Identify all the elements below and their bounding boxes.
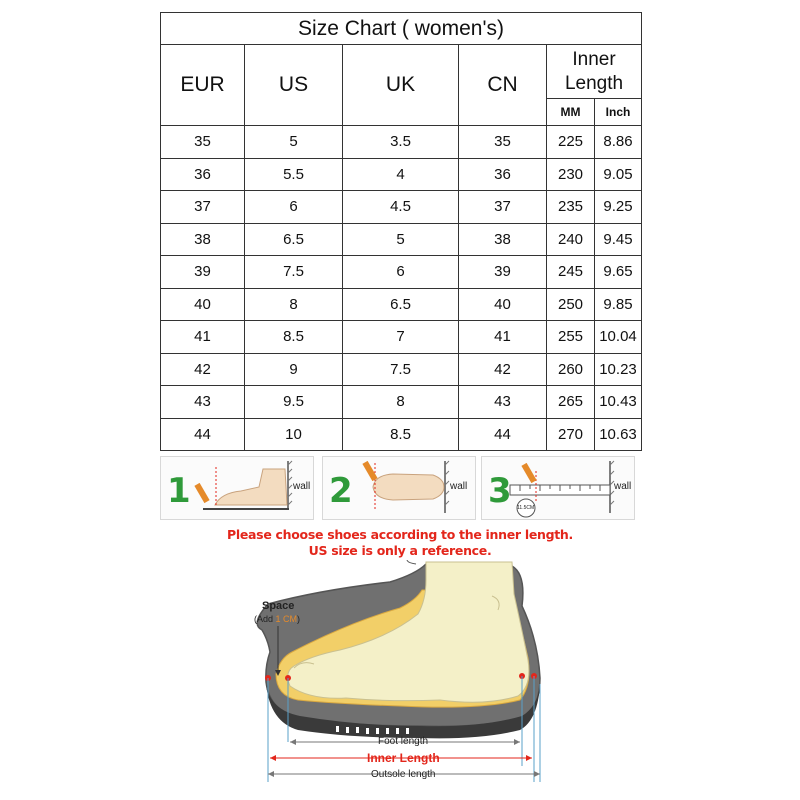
cell-cn: 43 xyxy=(459,386,547,419)
cell-uk: 7.5 xyxy=(343,353,459,386)
cell-mm: 225 xyxy=(547,126,595,159)
table-row xyxy=(161,126,642,159)
cell-uk: 8.5 xyxy=(343,418,459,451)
cell-cn: 41 xyxy=(459,321,547,354)
cell-uk: 3.5 xyxy=(343,126,459,159)
cell-eur: 43 xyxy=(161,386,245,419)
step-2-panel xyxy=(322,456,476,520)
cell-eur: 44 xyxy=(161,418,245,451)
wall-label: wall xyxy=(614,481,632,492)
cell-inch: 10.04 xyxy=(595,321,642,354)
cell-mm: 230 xyxy=(547,158,595,191)
add-prefix: (Add xyxy=(254,614,276,624)
inner-length-line2: Length xyxy=(564,72,624,94)
table-title: Size Chart ( women's) xyxy=(161,13,642,45)
table-row xyxy=(161,321,642,354)
table-row xyxy=(161,223,642,256)
cell-inch: 10.63 xyxy=(595,418,642,451)
step-2-number: 2 xyxy=(329,471,353,511)
cell-us: 8.5 xyxy=(245,321,343,354)
cell-us: 10 xyxy=(245,418,343,451)
ruler-note: 11.5CM xyxy=(517,505,535,511)
cell-inch: 9.45 xyxy=(595,223,642,256)
cell-cn: 37 xyxy=(459,191,547,224)
cell-cn: 35 xyxy=(459,126,547,159)
cell-cn: 44 xyxy=(459,418,547,451)
cell-us: 8 xyxy=(245,288,343,321)
cell-inch: 9.65 xyxy=(595,256,642,289)
table-row xyxy=(161,191,642,224)
cell-eur: 39 xyxy=(161,256,245,289)
cell-cn: 39 xyxy=(459,256,547,289)
add-suffix: ) xyxy=(297,614,301,624)
cell-mm: 235 xyxy=(547,191,595,224)
cell-uk: 5 xyxy=(343,223,459,256)
cell-mm: 270 xyxy=(547,418,595,451)
cell-mm: 245 xyxy=(547,256,595,289)
table-row xyxy=(161,353,642,386)
cell-eur: 36 xyxy=(161,158,245,191)
cell-mm: 260 xyxy=(547,353,595,386)
header-eur: EUR xyxy=(161,45,245,126)
cell-us: 5.5 xyxy=(245,158,343,191)
add-space-note xyxy=(254,614,300,624)
cell-eur: 37 xyxy=(161,191,245,224)
inner-length-line1: Inner xyxy=(572,48,616,70)
wall-label: wall xyxy=(450,481,468,492)
cell-us: 7.5 xyxy=(245,256,343,289)
table-row xyxy=(161,158,642,191)
cell-uk: 4.5 xyxy=(343,191,459,224)
step-1-number: 1 xyxy=(167,471,191,511)
cell-inch: 10.43 xyxy=(595,386,642,419)
step-3-number: 3 xyxy=(488,471,512,511)
cell-cn: 38 xyxy=(459,223,547,256)
cell-uk: 6.5 xyxy=(343,288,459,321)
inner-length-label: Inner Length xyxy=(367,751,440,765)
cell-us: 6 xyxy=(245,191,343,224)
cell-mm: 250 xyxy=(547,288,595,321)
cell-eur: 42 xyxy=(161,353,245,386)
header-cn: CN xyxy=(459,45,547,126)
notice-line-1: Please choose shoes according to the inner length. xyxy=(227,527,573,542)
cell-cn: 36 xyxy=(459,158,547,191)
outsole-length-label: Outsole length xyxy=(371,769,436,780)
add-value: 1 CM xyxy=(275,614,298,624)
cell-uk: 8 xyxy=(343,386,459,419)
cell-mm: 255 xyxy=(547,321,595,354)
table-row xyxy=(161,256,642,289)
space-label: Space xyxy=(262,600,295,612)
table-row xyxy=(161,386,642,419)
header-inch: Inch xyxy=(595,99,642,126)
cell-inch: 9.05 xyxy=(595,158,642,191)
step-3-panel xyxy=(481,456,635,520)
cell-uk: 7 xyxy=(343,321,459,354)
cell-us: 9 xyxy=(245,353,343,386)
wall-label: wall xyxy=(293,481,311,492)
foot-length-label: Foot length xyxy=(378,736,429,747)
notice-line-2: US size is only a reference. xyxy=(308,543,492,558)
cell-us: 5 xyxy=(245,126,343,159)
cell-cn: 42 xyxy=(459,353,547,386)
cell-uk: 6 xyxy=(343,256,459,289)
cell-us: 6.5 xyxy=(245,223,343,256)
header-mm: MM xyxy=(547,99,595,126)
cell-inch: 8.86 xyxy=(595,126,642,159)
cell-mm: 240 xyxy=(547,223,595,256)
cell-inch: 9.85 xyxy=(595,288,642,321)
step-1-panel xyxy=(160,456,314,520)
cell-inch: 9.25 xyxy=(595,191,642,224)
cell-eur: 41 xyxy=(161,321,245,354)
cell-cn: 40 xyxy=(459,288,547,321)
cell-inch: 10.23 xyxy=(595,353,642,386)
cell-uk: 4 xyxy=(343,158,459,191)
table-row xyxy=(161,418,642,451)
cell-mm: 265 xyxy=(547,386,595,419)
cell-us: 9.5 xyxy=(245,386,343,419)
header-inner-length xyxy=(547,45,642,99)
header-us: US xyxy=(245,45,343,126)
cell-eur: 35 xyxy=(161,126,245,159)
cell-eur: 38 xyxy=(161,223,245,256)
table-row xyxy=(161,288,642,321)
header-uk: UK xyxy=(343,45,459,126)
cell-eur: 40 xyxy=(161,288,245,321)
size-chart-table xyxy=(160,12,642,451)
